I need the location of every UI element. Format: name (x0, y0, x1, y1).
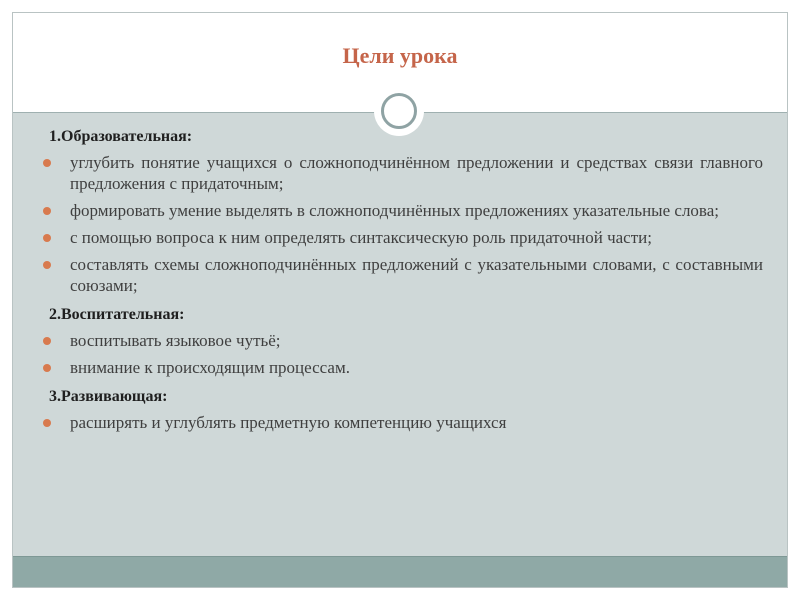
section-heading-educational: 1.Образовательная: (49, 128, 193, 145)
slide-body (43, 126, 763, 439)
list-item (43, 152, 763, 194)
circle-ring-icon (381, 93, 417, 129)
list-item-text: внимание к происходящим процессам. (70, 358, 350, 377)
bullet-icon (43, 207, 51, 215)
list-item-text: углубить понятие учащихся о сложноподчинённом предложении и средствах связи главного предложения с придаточным; (70, 153, 763, 193)
list-item (43, 357, 763, 378)
bullet-icon (43, 159, 51, 167)
list-item-text: формировать умение выделять в сложноподчинённых предложениях указательные слова; (70, 201, 719, 220)
slide-title: Цели урока (342, 43, 458, 68)
bullet-icon (43, 261, 51, 269)
bullet-icon (43, 337, 51, 345)
list-item (43, 330, 763, 351)
list-item (43, 227, 763, 248)
list-item-text: с помощью вопроса к ним определять синтаксическую роль придаточной части; (70, 228, 652, 247)
bullet-icon (43, 419, 51, 427)
bullet-icon (43, 364, 51, 372)
slide (12, 12, 788, 588)
list-item-text: составлять схемы сложноподчинённых предложений с указательными словами, с составными союзами; (70, 255, 763, 295)
list-item (43, 254, 763, 296)
list-item-text: расширять и углублять предметную компетенцию учащихся (70, 413, 507, 432)
list-item (43, 200, 763, 221)
section-heading-developmental: 3.Развивающая: (49, 388, 168, 405)
footer-band (13, 556, 787, 587)
list-item (43, 412, 763, 433)
bullet-icon (43, 234, 51, 242)
list-item-text: воспитывать языковое чутьё; (70, 331, 281, 350)
section-heading-upbringing: 2.Воспитательная: (49, 306, 185, 323)
